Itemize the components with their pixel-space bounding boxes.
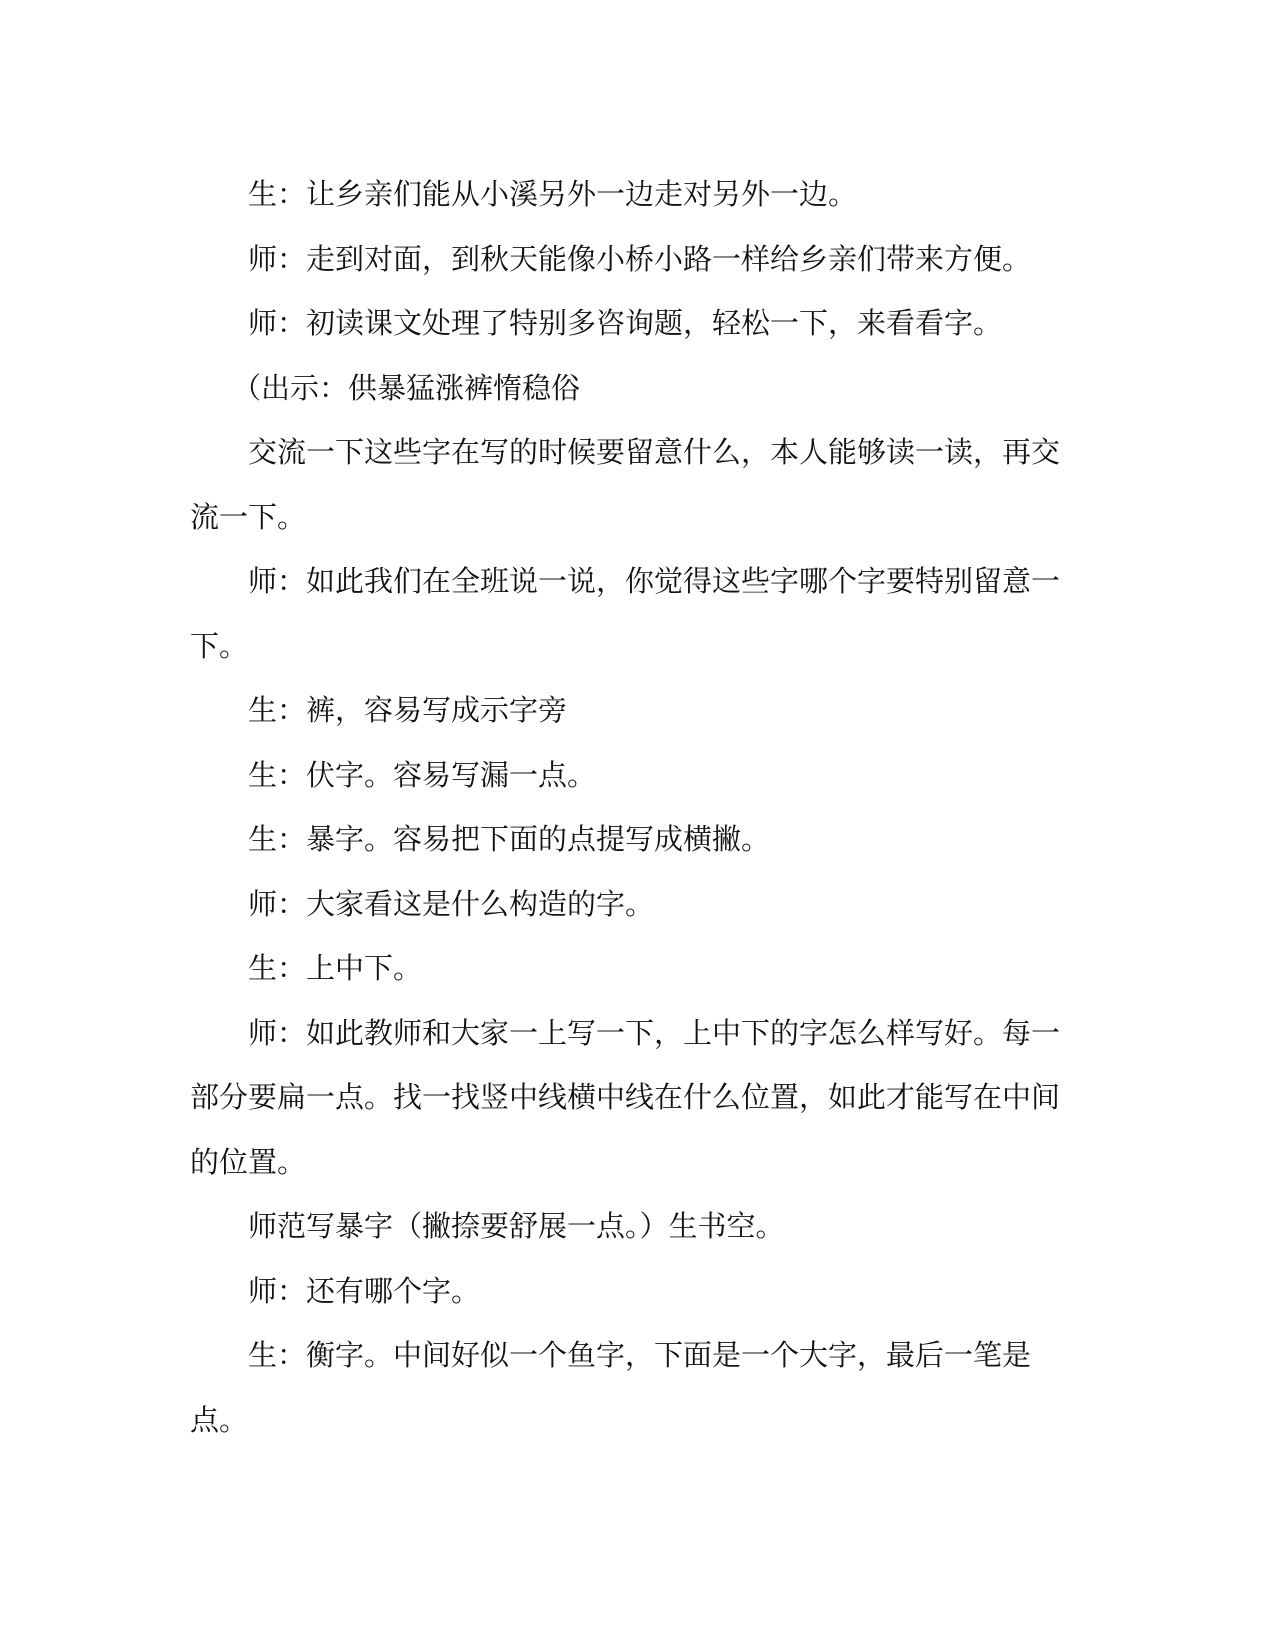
paragraph-11: 生：上中下。 bbox=[248, 951, 423, 985]
paragraph-14: 师：还有哪个字。 bbox=[248, 1273, 481, 1308]
paragraph-10: 师：大家看这是什么构造的字。 bbox=[248, 886, 655, 921]
paragraph-13: 师范写暴字（撇捺要舒展一点。）生书空。 bbox=[248, 1209, 785, 1243]
paragraph-6: 师：如此我们在全班说一说，你觉得这些字哪个字要特别留意一下。 bbox=[190, 564, 1061, 663]
paragraph-12: 师：如此教师和大家一上写一下，上中下的字怎么样写好。每一部分要扁一点。找一找竖中线横中线在什么位置，如此才能写在中间的位置。 bbox=[190, 1015, 1061, 1179]
paragraph-7: 生：裤，容易写成示字旁 bbox=[248, 693, 568, 727]
paragraph-2: 师：走到对面，到秋天能像小桥小路一样给乡亲们带来方便。 bbox=[248, 241, 1032, 276]
paragraph-3: 师：初读课文处理了特别多咨询题，轻松一下，来看看字。 bbox=[248, 306, 1003, 340]
paragraph-9: 生：暴字。容易把下面的点提写成横撇。 bbox=[248, 822, 771, 856]
paragraph-4: （出示：供暴猛涨裤惰稳俗 bbox=[232, 370, 581, 405]
paragraph-15: 生：衡字。中间好似一个鱼字，下面是一个大字，最后一笔是点。 bbox=[190, 1338, 1032, 1437]
paragraph-8: 生：伏字。容易写漏一点。 bbox=[248, 757, 597, 792]
paragraph-1: 生：让乡亲们能从小溪另外一边走对另外一边。 bbox=[248, 177, 858, 211]
paragraph-5: 交流一下这些字在写的时候要留意什么，本人能够读一读，再交流一下。 bbox=[190, 435, 1061, 534]
lesson-transcript bbox=[190, 162, 1070, 1452]
